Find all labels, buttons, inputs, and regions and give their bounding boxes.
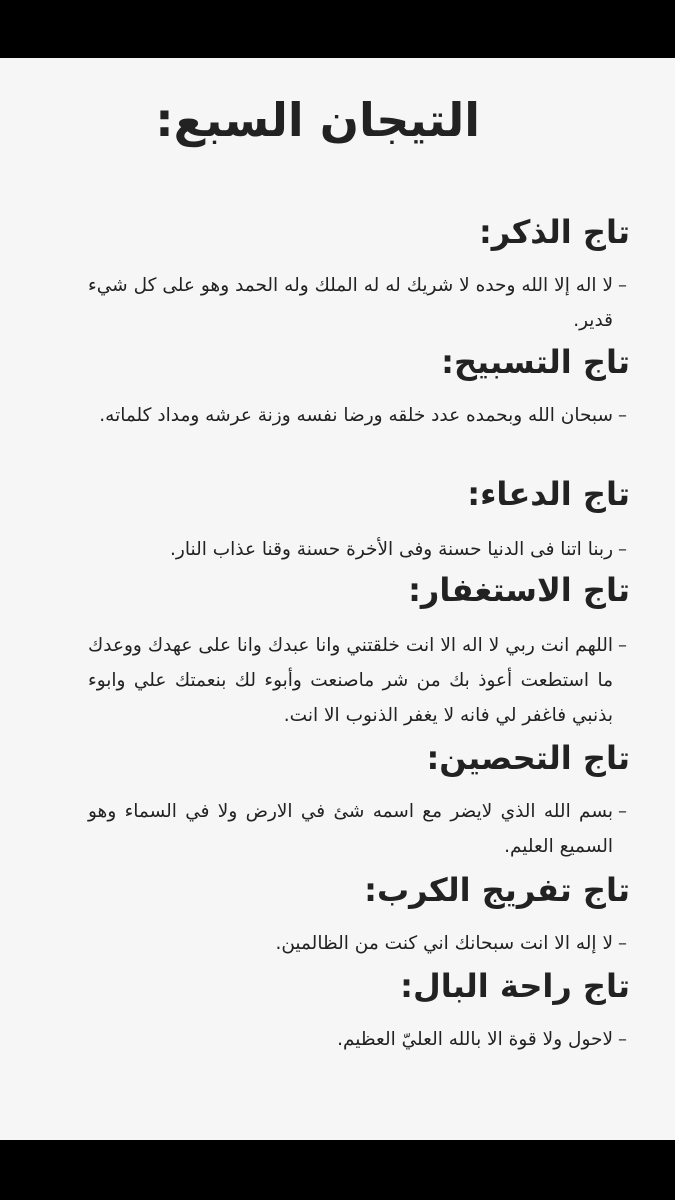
bullet-dash: – xyxy=(618,801,627,822)
section-text-tahseen: بسم الله الذي لايضر مع اسمه شئ في الارض ولا في السماء وهو السميع العليم. xyxy=(88,801,613,857)
bullet-dash: – xyxy=(618,539,627,560)
section-text-raha: لاحول ولا قوة الا بالله العليّ العظيم. xyxy=(337,1029,613,1050)
section-text-istighfar: اللهم انت ربي لا اله الا انت خلقتني وانا عبدك وانا على عهدك ووعدك ما استطعت أعوذ بك من شر ماصنعت وأبوء لك بنعمتك علي وابوء بذنبي فاغفر لي فانه لا يغفر الذنوب الا انت. xyxy=(88,635,613,726)
bottom-black-bar xyxy=(0,1140,675,1200)
bullet-dash: – xyxy=(618,1029,627,1050)
bullet-dash: – xyxy=(618,275,627,296)
section-heading-tahseen: تاج التحصين: xyxy=(426,739,630,777)
section-heading-tafreej: تاج تفريج الكرب: xyxy=(364,871,630,909)
bullet-dash: – xyxy=(618,405,627,426)
section-heading-raha: تاج راحة البال: xyxy=(400,967,630,1005)
top-black-bar xyxy=(0,0,675,58)
section-text-dhikr: لا اله إلا الله وحده لا شريك له له الملك وله الحمد وهو على كل شيء قدير. xyxy=(88,275,613,331)
section-heading-tasbih: تاج التسبيح: xyxy=(441,343,630,381)
document-page xyxy=(0,58,675,1140)
section-text-tafreej: لا إله الا انت سبحانك اني كنت من الظالمين. xyxy=(275,933,613,954)
section-heading-istighfar: تاج الاستغفار: xyxy=(408,571,630,609)
section-heading-dua: تاج الدعاء: xyxy=(467,475,630,513)
section-heading-dhikr: تاج الذكر: xyxy=(478,213,630,251)
bullet-dash: – xyxy=(618,635,627,656)
section-text-dua: ربنا اتنا فى الدنيا حسنة وفى الأخرة حسنة وقنا عذاب النار. xyxy=(170,539,613,560)
page-title: التيجان السبع: xyxy=(155,93,480,147)
section-text-tasbih: سبحان الله وبحمده عدد خلقه ورضا نفسه وزنة عرشه ومداد كلماته. xyxy=(99,405,613,426)
bullet-dash: – xyxy=(618,933,627,954)
